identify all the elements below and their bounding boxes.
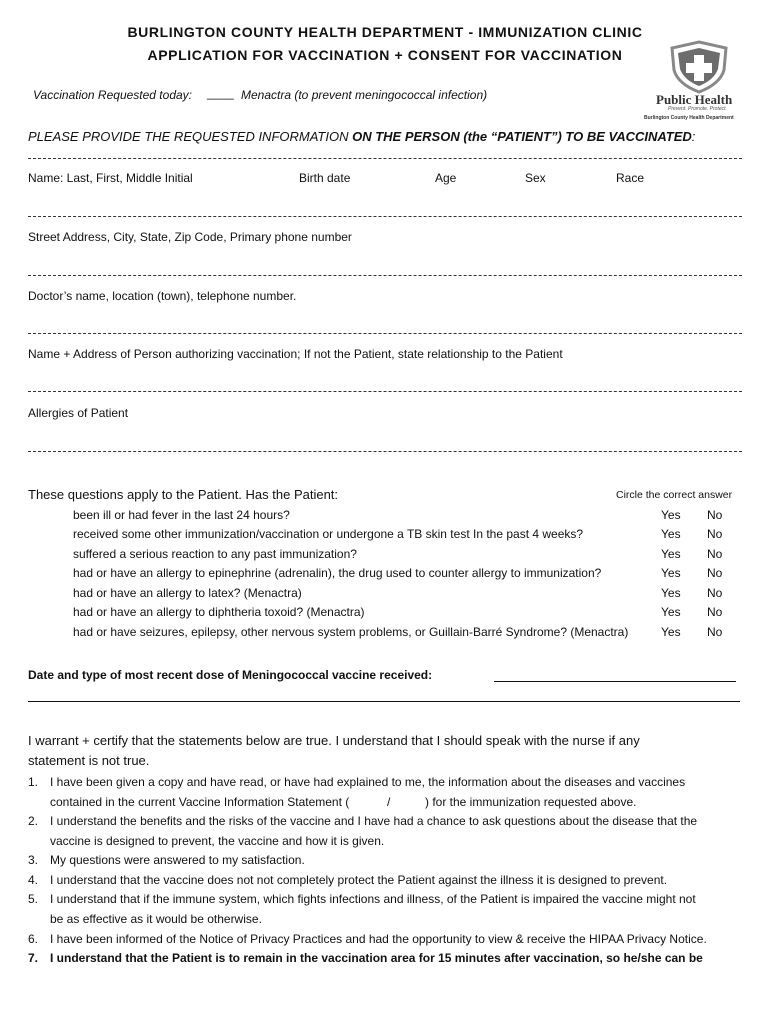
age-label: Age	[435, 171, 457, 185]
instructions-lead: PLEASE PROVIDE THE REQUESTED INFORMATION	[28, 129, 353, 144]
statement-number: 5.	[28, 892, 39, 906]
answer-no[interactable]: No	[707, 508, 723, 522]
statement-number: 6.	[28, 932, 39, 946]
field-line[interactable]	[28, 216, 742, 217]
statement-text: My questions were answered to my satisfaction.	[50, 853, 305, 867]
statement-text-cont: be as effective as it would be otherwise.	[50, 912, 262, 926]
answer-yes[interactable]: Yes	[661, 586, 681, 600]
question-text: been ill or had fever in the last 24 hours?	[73, 508, 290, 522]
field-line[interactable]	[28, 391, 742, 392]
statement-text-cont: ) for the immunization requested above.	[425, 795, 637, 809]
statement-text: I have been given a copy and have read, or have had explained to me, the information about the diseases and vaccines	[50, 775, 686, 789]
sex-label: Sex	[525, 171, 546, 185]
instructions	[28, 129, 695, 144]
field-line[interactable]	[28, 158, 742, 159]
logo-department: Burlington County Health Department	[644, 115, 734, 121]
field-line[interactable]	[28, 451, 742, 452]
form-subtitle: APPLICATION FOR VACCINATION + CONSENT FOR VACCINATION	[147, 47, 623, 63]
address-field-label: Street Address, City, State, Zip Code, Primary phone number	[28, 230, 352, 244]
answer-yes[interactable]: Yes	[661, 508, 681, 522]
recent-dose-label: Date and type of most recent dose of Meningococcal vaccine received:	[28, 668, 433, 682]
answer-no[interactable]: No	[707, 566, 723, 580]
field-line[interactable]	[28, 275, 742, 276]
answer-no[interactable]: No	[707, 586, 723, 600]
statement-text: I understand the benefits and the risks of the vaccine and I have had a chance to ask questions about the disease that the	[50, 814, 698, 828]
answer-no[interactable]: No	[707, 625, 723, 639]
answer-no[interactable]: No	[707, 547, 723, 561]
birth-date-label: Birth date	[299, 171, 351, 185]
instructions-bold: ON THE PERSON (the “PATIENT”) TO BE VACCINATED	[352, 129, 692, 144]
vaccine-name: Menactra (to prevent meningococcal infection)	[241, 88, 488, 102]
question-text: received some other immunization/vaccination or undergone a TB skin test In the past 4 weeks?	[73, 527, 584, 541]
vaccination-requested-label: Vaccination Requested today:	[33, 88, 192, 102]
recent-dose-input-line[interactable]	[494, 681, 736, 682]
answer-yes[interactable]: Yes	[661, 527, 681, 541]
statement-text: I understand that if the immune system, which fights infections and illness, of the Patient is impaired the vaccine might not	[50, 892, 696, 906]
vaccination-checkbox-blank[interactable]: ____	[207, 86, 234, 100]
statement-text-cont: vaccine is designed to prevent, the vaccine and how it is given.	[50, 834, 385, 848]
answer-yes[interactable]: Yes	[661, 625, 681, 639]
recent-dose-input-line-2[interactable]	[28, 701, 740, 702]
question-text: had or have seizures, epilepsy, other nervous system problems, or Guillain-Barré Syndrome? (Menactra)	[73, 625, 629, 639]
instructions-end: :	[691, 129, 696, 144]
answer-yes[interactable]: Yes	[661, 605, 681, 619]
question-text: had or have an allergy to diphtheria toxoid? (Menactra)	[73, 605, 365, 619]
statement-text: I understand that the Patient is to remain in the vaccination area for 15 minutes after vaccination, so he/she can be	[50, 951, 703, 965]
statement-number: 7.	[28, 951, 39, 965]
allergies-field-label: Allergies of Patient	[28, 406, 129, 420]
statement-number: 2.	[28, 814, 39, 828]
logo-title: Public Health	[656, 92, 733, 107]
question-text: had or have an allergy to latex? (Menactra)	[73, 586, 302, 600]
warrant-intro-2: statement is not true.	[28, 753, 150, 768]
statement-number: 4.	[28, 873, 39, 887]
answer-no[interactable]: No	[707, 605, 723, 619]
form-title: BURLINGTON COUNTY HEALTH DEPARTMENT - IMMUNIZATION CLINIC	[127, 24, 643, 40]
answer-yes[interactable]: Yes	[661, 566, 681, 580]
authorizer-field-label: Name + Address of Person authorizing vaccination; If not the Patient, state relationship to the Patient	[28, 347, 563, 361]
statement-number: 1.	[28, 775, 39, 789]
warrant-intro: I warrant + certify that the statements below are true. I understand that I should speak with the nurse if any	[28, 733, 640, 748]
field-line[interactable]	[28, 333, 742, 334]
question-text: suffered a serious reaction to any past immunization?	[73, 547, 357, 561]
name-field-label: Name: Last, First, Middle Initial	[28, 171, 193, 185]
public-health-logo	[640, 38, 758, 122]
doctor-field-label: Doctor’s name, location (town), telephone number.	[28, 289, 297, 303]
vis-date-slash[interactable]: /	[387, 795, 391, 809]
circle-answer-instruction: Circle the correct answer	[616, 489, 733, 501]
statement-number: 3.	[28, 853, 39, 867]
statement-text-cont: contained in the current Vaccine Information Statement (	[50, 795, 350, 809]
answer-yes[interactable]: Yes	[661, 547, 681, 561]
answer-no[interactable]: No	[707, 527, 723, 541]
race-label: Race	[616, 171, 645, 185]
statement-text: I have been informed of the Notice of Privacy Practices and had the opportunity to view & receive the HIPAA Privacy Notice.	[50, 932, 707, 946]
question-text: had or have an allergy to epinephrine (adrenalin), the drug used to counter allergy to immunization?	[73, 566, 602, 580]
logo-tagline: Prevent. Promote. Protect.	[668, 106, 727, 112]
questions-intro: These questions apply to the Patient. Has the Patient:	[28, 487, 339, 502]
statement-text: I understand that the vaccine does not not completely protect the Patient against the illness it is designed to prevent.	[50, 873, 668, 887]
